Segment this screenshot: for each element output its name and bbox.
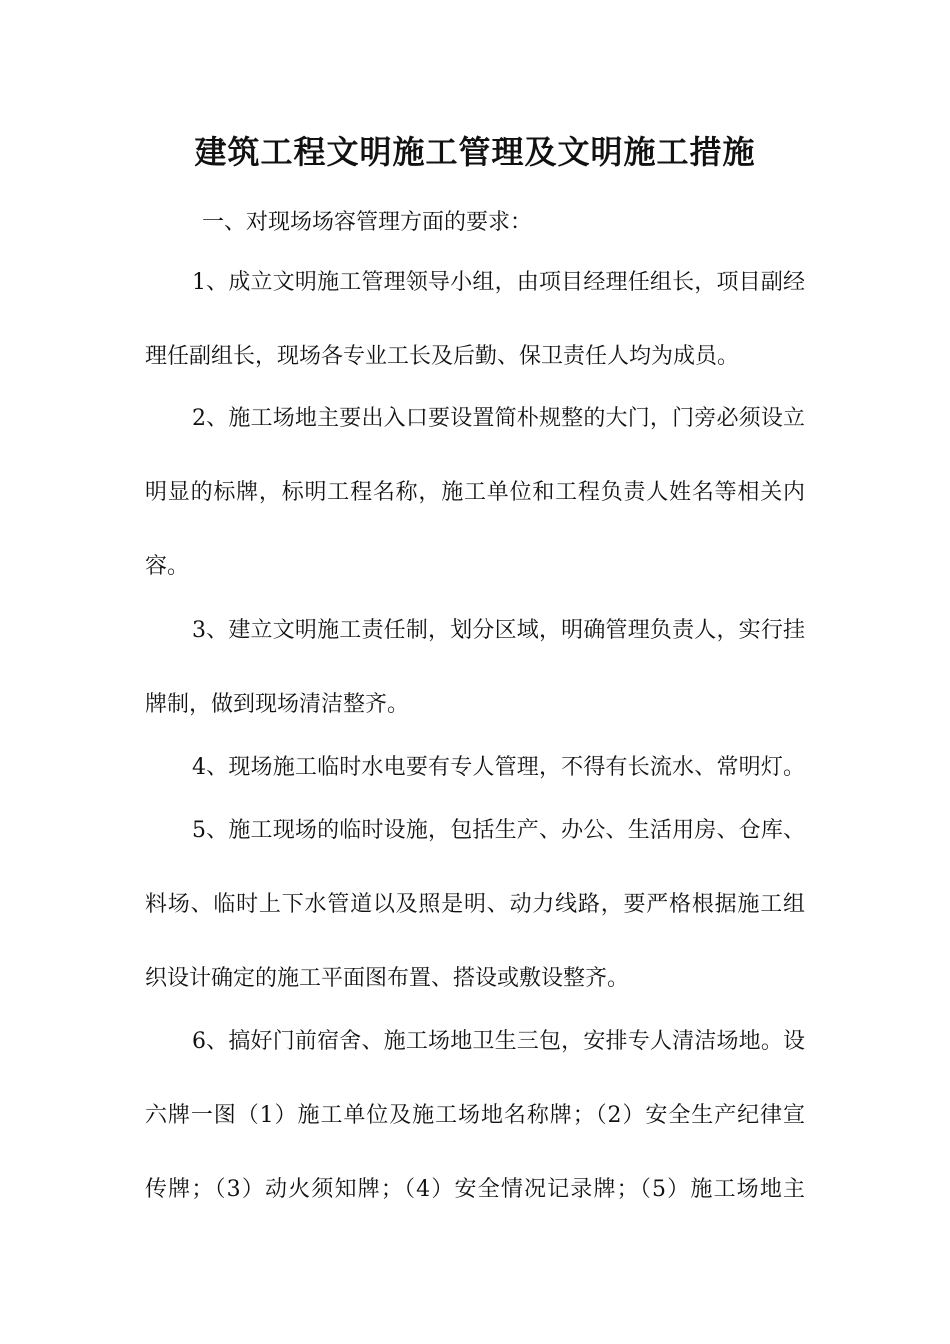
paragraph-line: 明显的标牌，标明工程名称，施工单位和工程负责人姓名等相关内 [145, 480, 805, 505]
paragraph-line: 料场、临时上下水管道以及照是明、动力线路，要严格根据施工组 [145, 892, 805, 917]
paragraph-line: 1、成立文明施工管理领导小组，由项目经理任组长，项目副经 [192, 270, 805, 295]
paragraph-line: 六牌一图（1）施工单位及施工场地名称牌；（2）安全生产纪律宣 [145, 1103, 805, 1128]
paragraph-line: 牌制，做到现场清洁整齐。 [145, 692, 410, 717]
paragraph-line: 容。 [145, 554, 190, 579]
paragraph-line: 4、现场施工临时水电要有专人管理，不得有长流水、常明灯。 [192, 755, 805, 780]
paragraph-line: 织设计确定的施工平面图布置、搭设或敷设整齐。 [145, 966, 630, 991]
document-title: 建筑工程文明施工管理及文明施工措施 [194, 133, 756, 171]
paragraph-line: 传牌；（3）动火须知牌；（4）安全情况记录牌；（5）施工场地主 [145, 1177, 805, 1202]
paragraph-line: 3、建立文明施工责任制，划分区域，明确管理负责人，实行挂 [192, 618, 805, 643]
paragraph-line: 理任副组长，现场各专业工长及后勤、保卫责任人均为成员。 [145, 344, 740, 369]
paragraph-line: 5、施工现场的临时设施，包括生产、办公、生活用房、仓库、 [192, 818, 805, 843]
paragraph-line: 2、施工场地主要出入口要设置简朴规整的大门，门旁必须设立 [192, 406, 805, 431]
paragraph-line: 6、搞好门前宿舍、施工场地卫生三包，安排专人清洁场地。设 [192, 1029, 805, 1054]
section-heading: 一、对现场场容管理方面的要求： [202, 210, 533, 235]
